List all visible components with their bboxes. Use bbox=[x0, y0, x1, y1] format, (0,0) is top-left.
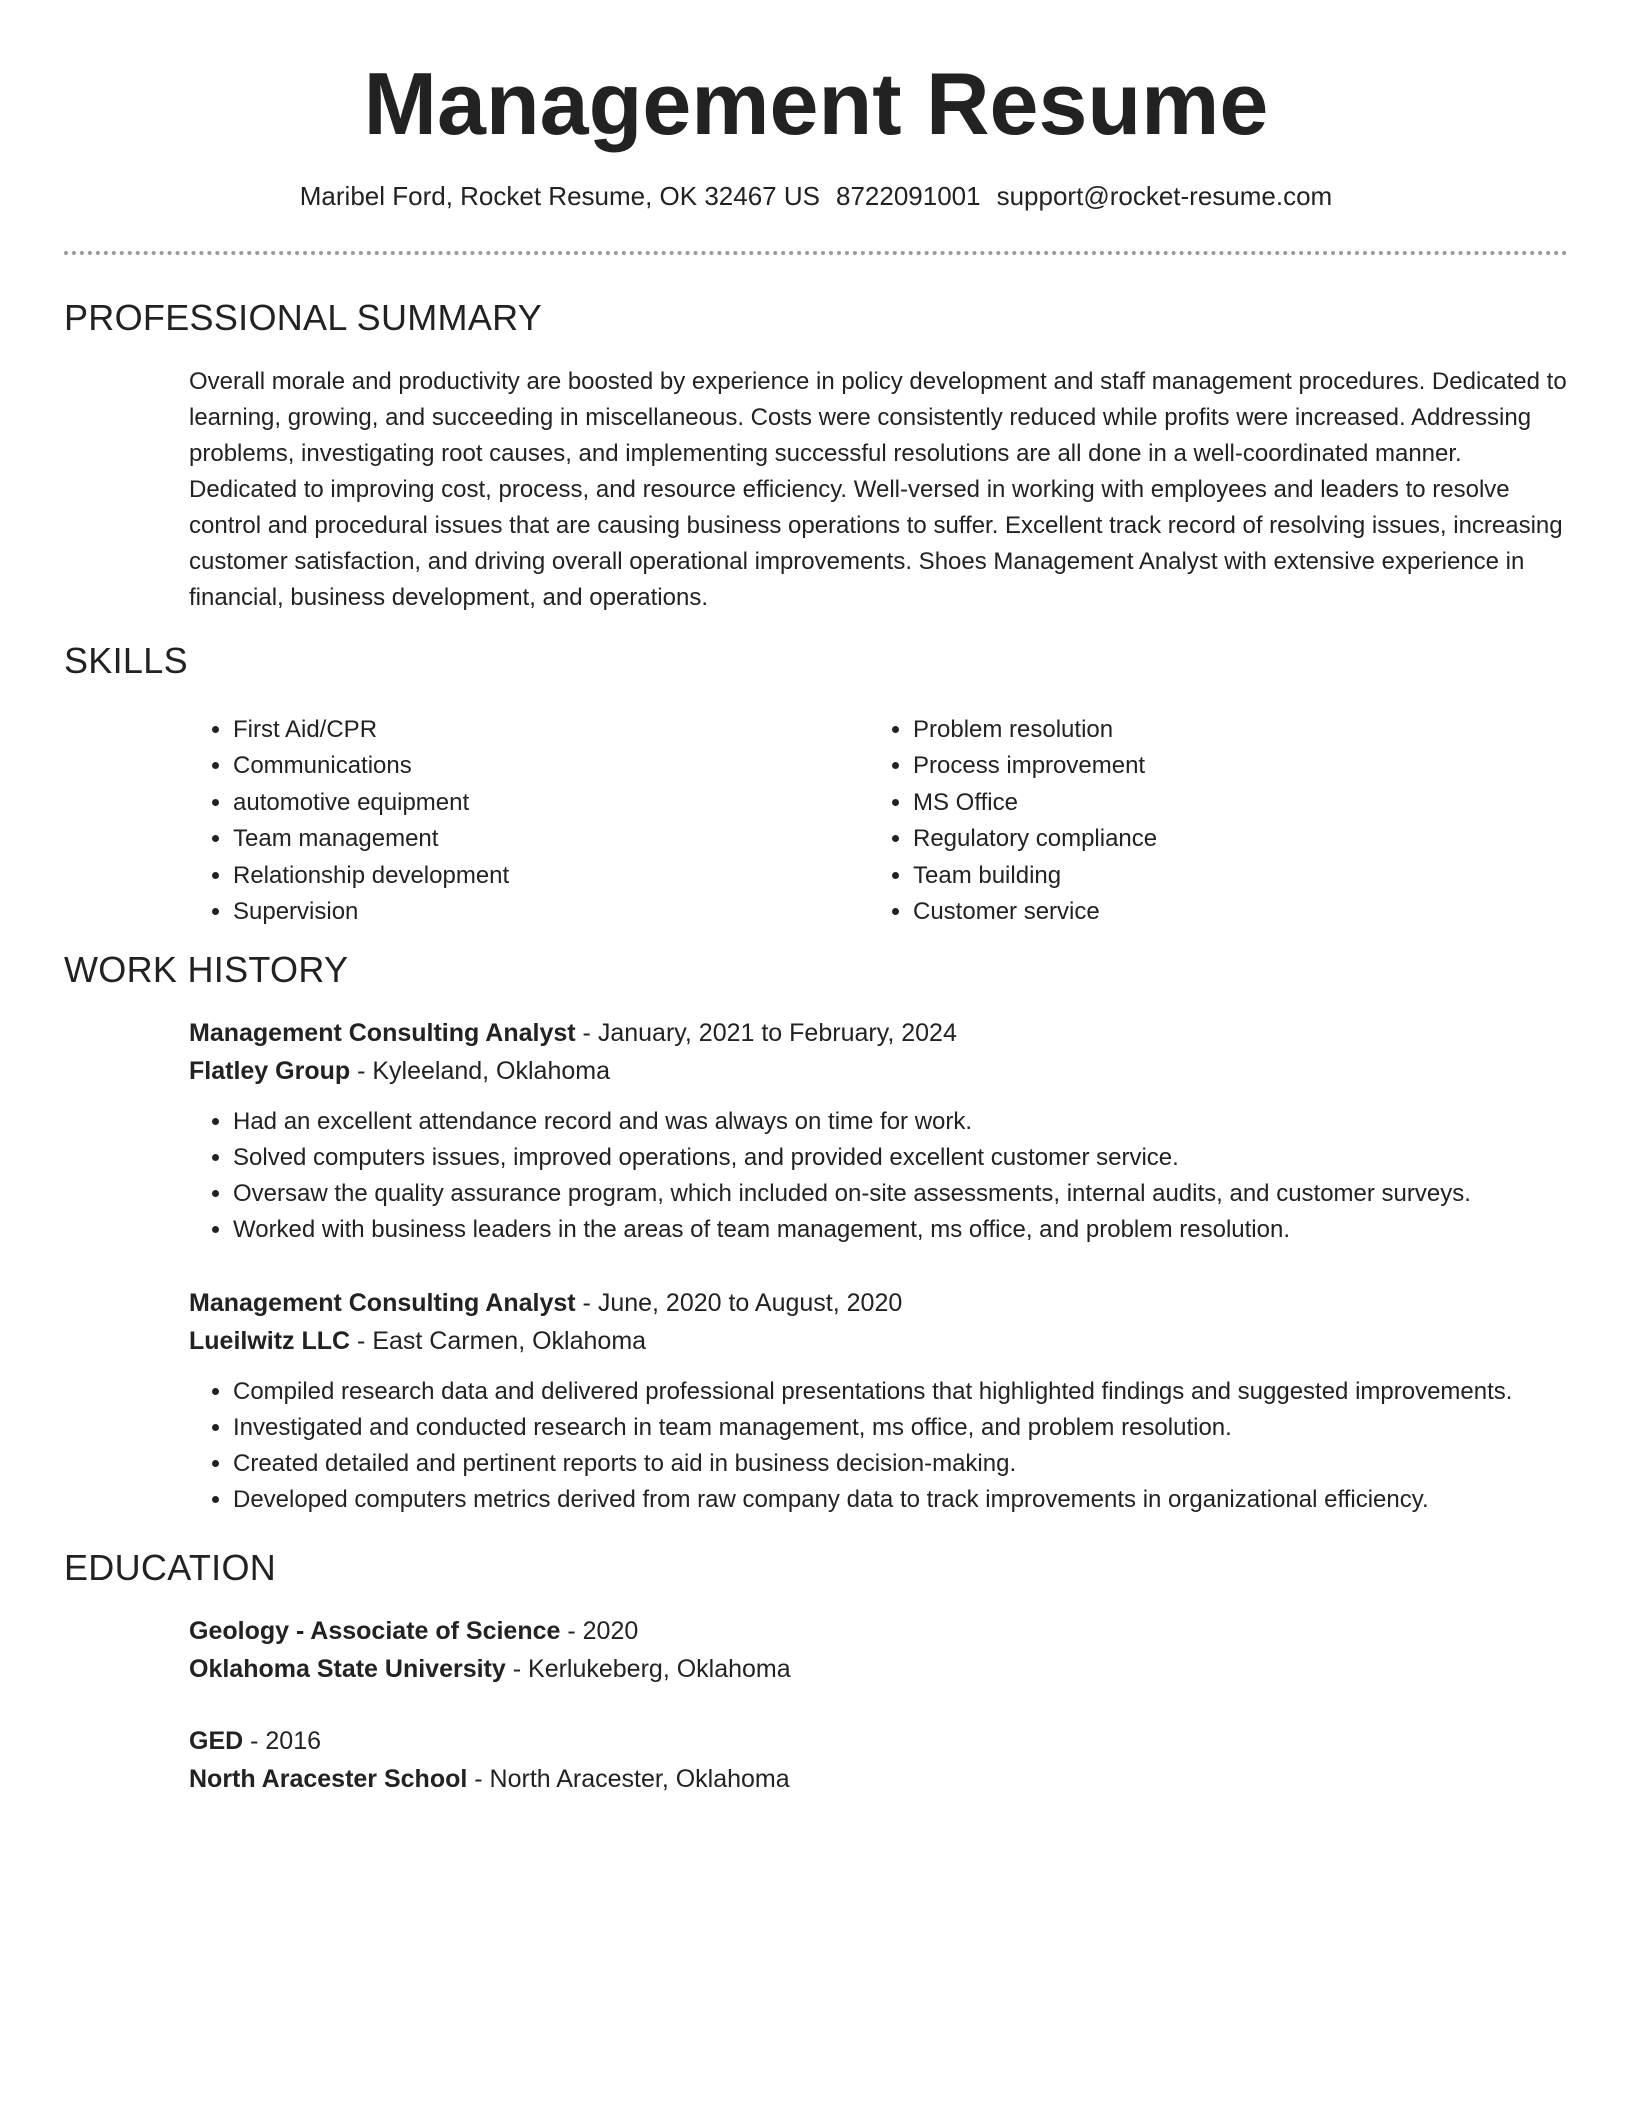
skill-item: • Customer service bbox=[913, 894, 1553, 930]
degree-line bbox=[189, 1722, 1589, 1760]
school-line bbox=[189, 1650, 1589, 1688]
skill-item: • Process improvement bbox=[913, 748, 1553, 784]
job-bullet: • Investigated and conducted research in team management, ms office, and problem resolution. bbox=[233, 1410, 1589, 1446]
job-title-line bbox=[189, 1014, 1589, 1052]
skill-item: • MS Office bbox=[913, 785, 1553, 821]
skill-item: • Team management bbox=[233, 821, 873, 857]
education-entry bbox=[189, 1722, 1589, 1798]
summary-text: Overall morale and productivity are boosted by experience in policy development and staff management procedures. Dedicated to learning, growing, and succeeding in miscellaneous. Costs were consistently reduced while profits were increased. Addressing problems, investigating root causes, and implementing successful resolutions are all done in a well-coordinated manner. Dedicated to improving cost, process, and resource efficiency. Well-versed in working with employees and leaders to resolve control and procedural issues that are causing business operations to suffer. Excellent track record of resolving issues, increasing customer satisfaction, and driving overall operational improvements. Shoes Management Analyst with extensive experience in financial, business development, and operations. bbox=[189, 368, 1567, 611]
skill-item: • Regulatory compliance bbox=[913, 821, 1553, 857]
skill-item: • Team building bbox=[913, 858, 1553, 894]
contact-email: support@rocket-resume.com bbox=[996, 181, 1333, 211]
school-line bbox=[189, 1760, 1589, 1798]
summary-heading: PROFESSIONAL SUMMARY bbox=[64, 297, 543, 338]
job-bullet: • Solved computers issues, improved operations, and provided excellent customer service. bbox=[233, 1140, 1589, 1176]
job-company: Lueilwitz LLC bbox=[189, 1327, 351, 1355]
job-title: Management Consulting Analyst bbox=[189, 1019, 576, 1047]
job-company-line bbox=[189, 1322, 1589, 1360]
job-dates: - January, 2021 to February, 2024 bbox=[575, 1019, 957, 1047]
job-bullet: • Compiled research data and delivered professional presentations that highlighted findings and suggested improvements. bbox=[233, 1374, 1589, 1410]
job-title: Management Consulting Analyst bbox=[189, 1289, 576, 1317]
job-dates: - June, 2020 to August, 2020 bbox=[575, 1289, 903, 1317]
school-name: North Aracester School bbox=[189, 1765, 468, 1793]
job-title-line bbox=[189, 1284, 1589, 1322]
skills-list-right bbox=[869, 712, 1553, 930]
job-company-line bbox=[189, 1052, 1589, 1090]
school-location: - North Aracester, Oklahoma bbox=[467, 1765, 790, 1793]
education-heading: EDUCATION bbox=[64, 1547, 277, 1588]
header-divider bbox=[64, 251, 1568, 255]
work-history-heading: WORK HISTORY bbox=[64, 949, 349, 990]
work-entry bbox=[189, 1014, 1589, 1248]
job-bullet: • Had an excellent attendance record and was always on time for work. bbox=[233, 1104, 1589, 1140]
skill-item: • automotive equipment bbox=[233, 785, 873, 821]
school-location: - Kerlukeberg, Oklahoma bbox=[505, 1655, 791, 1683]
job-bullet: • Oversaw the quality assurance program, which included on-site assessments, internal audits, and customer surveys. bbox=[233, 1176, 1589, 1212]
job-bullet: • Created detailed and pertinent reports to aid in business decision-making. bbox=[233, 1446, 1589, 1482]
contact-line bbox=[0, 179, 1632, 213]
school-name: Oklahoma State University bbox=[189, 1655, 506, 1683]
skill-item: • First Aid/CPR bbox=[233, 712, 873, 748]
contact-phone: 8722091001 bbox=[835, 181, 981, 211]
job-bullets bbox=[189, 1374, 1589, 1518]
degree-name: GED bbox=[189, 1727, 244, 1755]
job-bullet: • Developed computers metrics derived from raw company data to track improvements in organizational efficiency. bbox=[233, 1482, 1589, 1518]
skill-item: • Communications bbox=[233, 748, 873, 784]
skills-heading: SKILLS bbox=[64, 640, 188, 681]
degree-name: Geology - Associate of Science bbox=[189, 1617, 561, 1645]
job-location: - Kyleeland, Oklahoma bbox=[350, 1057, 610, 1085]
degree-year: - 2020 bbox=[560, 1617, 639, 1645]
skill-item: • Problem resolution bbox=[913, 712, 1553, 748]
degree-line bbox=[189, 1612, 1589, 1650]
job-company: Flatley Group bbox=[189, 1057, 351, 1085]
job-location: - East Carmen, Oklahoma bbox=[350, 1327, 647, 1355]
work-entry bbox=[189, 1284, 1589, 1518]
skills-list-left bbox=[189, 712, 873, 930]
degree-year: - 2016 bbox=[243, 1727, 322, 1755]
resume-title: Management Resume bbox=[363, 54, 1269, 153]
job-bullet: • Worked with business leaders in the areas of team management, ms office, and problem resolution. bbox=[233, 1212, 1589, 1248]
skill-item: • Relationship development bbox=[233, 858, 873, 894]
job-bullets bbox=[189, 1104, 1589, 1248]
skill-item: • Supervision bbox=[233, 894, 873, 930]
contact-address: Maribel Ford, Rocket Resume, OK 32467 US bbox=[299, 181, 820, 211]
education-entry bbox=[189, 1612, 1589, 1688]
